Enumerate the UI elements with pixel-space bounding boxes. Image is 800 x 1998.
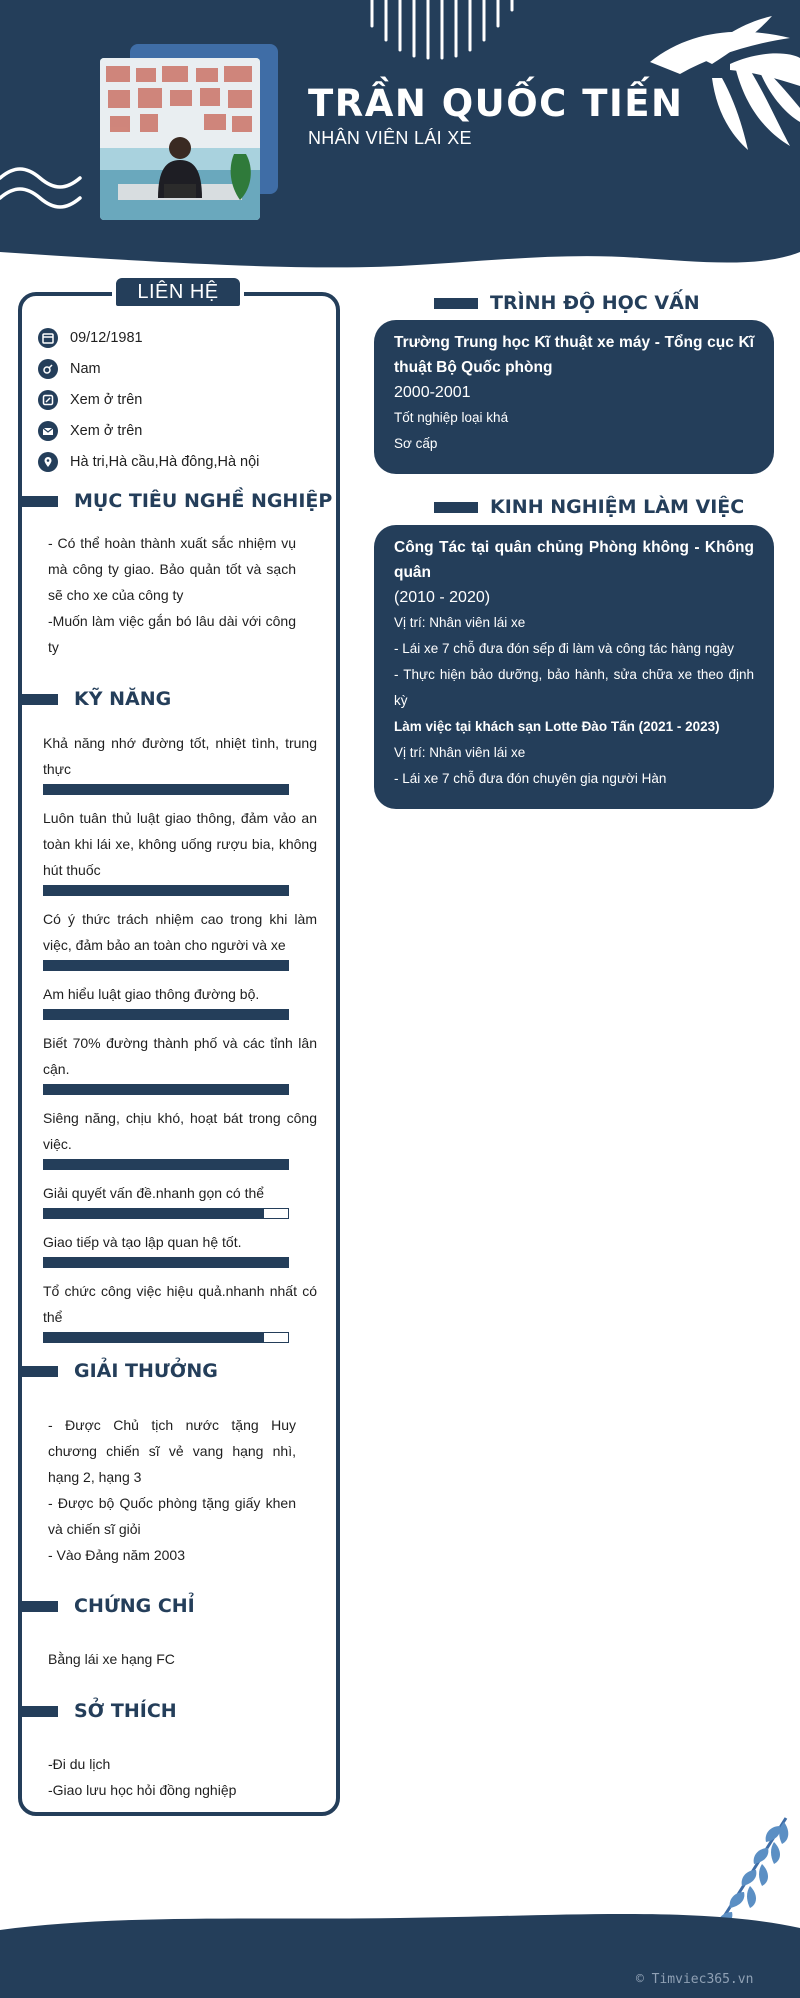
skill-bar-fill xyxy=(44,1085,288,1094)
phone-icon xyxy=(38,390,58,410)
award-line: - Được bộ Quốc phòng tặng giấy khen và chiến sĩ giỏi xyxy=(48,1495,296,1537)
skill-bar-fill xyxy=(44,886,288,895)
certificates-text xyxy=(48,1646,296,1672)
education-line: Tốt nghiệp loại khá xyxy=(394,410,509,425)
heading-bar xyxy=(434,502,478,513)
certificate-line: Bằng lái xe hạng FC xyxy=(48,1651,175,1667)
contact-title: LIÊN HỆ xyxy=(112,274,244,310)
skill-item xyxy=(43,1105,317,1170)
objective-line: - Có thể hoàn thành xuất sắc nhiệm vụ mà công ty giao. Bảo quản tốt và sạch sẽ cho xe của công ty xyxy=(48,535,296,603)
contact-gender: Nam xyxy=(70,360,101,377)
calendar-icon xyxy=(38,328,58,348)
education-card xyxy=(374,320,774,474)
skill-bar-fill xyxy=(44,961,288,970)
skill-bar xyxy=(43,1257,289,1268)
experience-job2-title: Làm việc tại khách sạn Lotte Đào Tấn (2021 - 2023) xyxy=(394,719,720,734)
skill-item xyxy=(43,1030,317,1095)
skill-text: Giải quyết vấn đề.nhanh gọn có thể xyxy=(43,1185,265,1201)
skills-list xyxy=(43,730,317,1353)
contact-row-phone xyxy=(38,384,328,415)
skill-bar xyxy=(43,885,289,896)
experience-period: (2010 - 2020) xyxy=(394,589,491,606)
experience-company: Công Tác tại quân chủng Phòng không - Không quân xyxy=(394,539,754,581)
skill-bar xyxy=(43,1084,289,1095)
certificates-heading xyxy=(18,1595,195,1617)
experience-title: KINH NGHIỆM LÀM VIỆC xyxy=(490,496,745,518)
skill-bar-fill xyxy=(44,1209,264,1218)
award-line: - Được Chủ tịch nước tặng Huy chương chiến sĩ vẻ vang hạng nhì, hạng 2, hạng 3 xyxy=(48,1417,296,1485)
heading-bar xyxy=(18,496,58,507)
contact-address: Hà tri,Hà cầu,Hà đông,Hà nội xyxy=(70,453,260,470)
skill-bar xyxy=(43,1009,289,1020)
skill-bar xyxy=(43,960,289,971)
experience-heading xyxy=(434,496,744,518)
heading-bar xyxy=(18,1706,58,1717)
awards-title: GIẢI THƯỞNG xyxy=(74,1360,218,1382)
skill-item xyxy=(43,1278,317,1343)
education-line: Sơ cấp xyxy=(394,436,438,451)
heading-bar xyxy=(18,694,58,705)
skill-bar xyxy=(43,784,289,795)
skill-text: Giao tiếp và tạo lập quan hệ tốt. xyxy=(43,1234,242,1250)
gender-icon xyxy=(38,359,58,379)
skill-bar-fill xyxy=(44,1010,288,1019)
copyright-text: © Timviec365.vn xyxy=(636,1972,754,1987)
contact-row-email xyxy=(38,415,328,446)
contact-row-address xyxy=(38,446,328,477)
skill-text: Biết 70% đường thành phố và các tỉnh lân cận. xyxy=(43,1035,317,1077)
awards-text xyxy=(48,1412,296,1568)
candidate-name: TRẦN QUỐC TIẾN xyxy=(308,82,684,125)
contact-list xyxy=(38,322,328,477)
email-icon xyxy=(38,421,58,441)
skill-item xyxy=(43,981,317,1020)
profile-photo xyxy=(100,58,260,220)
skill-item xyxy=(43,1180,317,1219)
education-period: 2000-2001 xyxy=(394,384,471,401)
awards-heading xyxy=(18,1360,218,1382)
objective-text xyxy=(48,530,296,660)
skill-text: Am hiểu luật giao thông đường bộ. xyxy=(43,986,260,1002)
heading-bar xyxy=(434,298,478,309)
skills-heading xyxy=(18,688,171,710)
education-title: TRÌNH ĐỘ HỌC VẤN xyxy=(490,292,700,314)
skill-item xyxy=(43,805,317,896)
skill-text: Có ý thức trách nhiệm cao trong khi làm việc, đảm bảo an toàn cho người và xe xyxy=(43,911,317,953)
hobby-line: -Giao lưu học hỏi đồng nghiệp xyxy=(48,1782,237,1798)
candidate-role: NHÂN VIÊN LÁI XE xyxy=(308,128,472,148)
skill-bar xyxy=(43,1159,289,1170)
contact-email: Xem ở trên xyxy=(70,422,143,439)
experience-line: - Thực hiện bảo dưỡng, bảo hành, sửa chữa xe theo định kỳ xyxy=(394,667,754,708)
skill-bar-fill xyxy=(44,1333,264,1342)
education-school: Trường Trung học Kĩ thuật xe máy - Tổng cục Kĩ thuật Bộ Quốc phòng xyxy=(394,334,754,376)
skill-bar xyxy=(43,1208,289,1219)
experience-job2-line: - Lái xe 7 chỗ đưa đón chuyên gia người Hàn xyxy=(394,771,667,786)
contact-phone: Xem ở trên xyxy=(70,391,143,408)
skill-text: Tổ chức công việc hiệu quả.nhanh nhất có thể xyxy=(43,1283,317,1325)
skill-item xyxy=(43,906,317,971)
objective-heading xyxy=(18,490,332,512)
location-icon xyxy=(38,452,58,472)
education-heading xyxy=(434,292,700,314)
experience-line: - Lái xe 7 chỗ đưa đón sếp đi làm và công tác hàng ngày xyxy=(394,641,735,656)
objective-title: MỤC TIÊU NGHỀ NGHIỆP xyxy=(74,490,333,512)
hobby-line: -Đi du lịch xyxy=(48,1756,111,1772)
experience-card xyxy=(374,525,774,809)
skill-bar xyxy=(43,1332,289,1343)
hobbies-title: SỞ THÍCH xyxy=(74,1700,177,1722)
skill-bar-fill xyxy=(44,1160,288,1169)
hobbies-heading xyxy=(18,1700,177,1722)
skill-text: Siêng năng, chịu khó, hoạt bát trong công việc. xyxy=(43,1110,317,1152)
objective-line: -Muốn làm việc gắn bó lâu dài với công ty xyxy=(48,613,296,655)
contact-row-gender xyxy=(38,353,328,384)
skill-item xyxy=(43,1229,317,1268)
header-banner xyxy=(0,0,800,272)
award-line: - Vào Đảng năm 2003 xyxy=(48,1547,185,1563)
skill-text: Luôn tuân thủ luật giao thông, đảm vảo an toàn khi lái xe, không uống rượu bia, không hút thuốc xyxy=(43,810,317,878)
skill-item xyxy=(43,730,317,795)
heading-bar xyxy=(18,1601,58,1612)
skills-title: KỸ NĂNG xyxy=(74,688,172,710)
contact-row-birthday xyxy=(38,322,328,353)
certificates-title: CHỨNG CHỈ xyxy=(74,1595,195,1617)
skill-bar-fill xyxy=(44,1258,288,1267)
hobbies-text xyxy=(48,1751,296,1803)
skill-text: Khả năng nhớ đường tốt, nhiệt tình, trung thực xyxy=(43,735,317,777)
experience-job2-line: Vị trí: Nhân viên lái xe xyxy=(394,745,526,760)
heading-bar xyxy=(18,1366,58,1377)
skill-bar-fill xyxy=(44,785,288,794)
experience-line: Vị trí: Nhân viên lái xe xyxy=(394,615,526,630)
contact-birthday: 09/12/1981 xyxy=(70,329,143,346)
